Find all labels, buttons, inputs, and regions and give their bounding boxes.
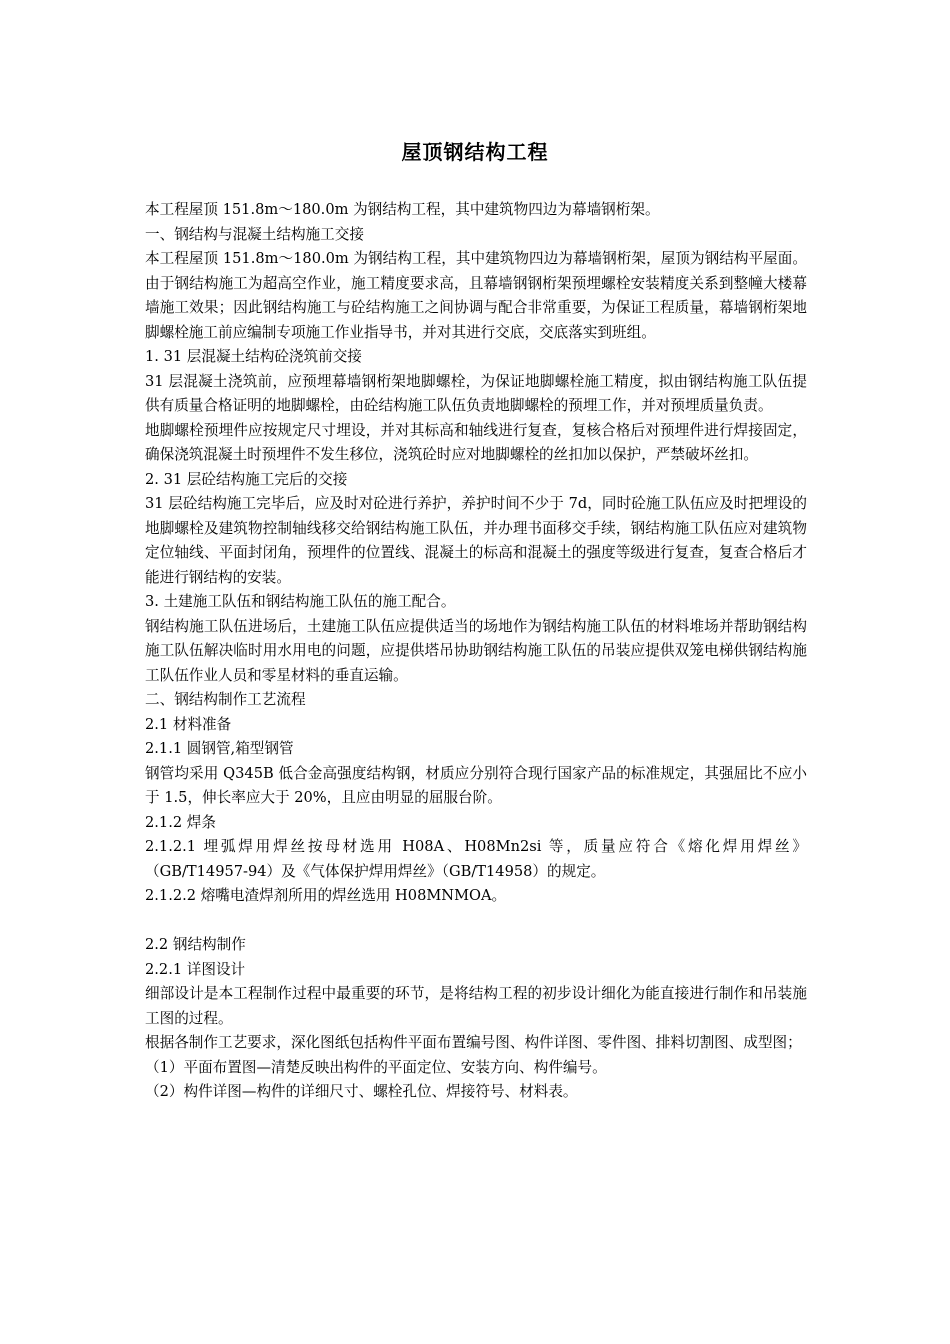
document-title: 屋顶钢结构工程: [401, 140, 549, 164]
section-heading-2: 二、钢结构制作工艺流程: [145, 691, 306, 708]
subsection-heading: 2.2 钢结构制作: [145, 936, 246, 953]
paragraph: 本工程屋顶 151.8m～180.0m 为钢结构工程，其中建筑物四边为幕墙钢桁架，屋顶为钢结构平屋面。由于钢结构施工为超高空作业，施工精度要求高，且幕墙钢钢桁架预埋螺栓安装精度关系到整幢大楼幕墙施工效果；因此钢结构施工与砼结构施工之间协调与配合非常重要，为保证工程质量，幕墙钢桁架地脚螺栓施工前应编制专项施工作业指导书，并对其进行交底，交底落实到班组。: [145, 250, 807, 341]
subsection-heading: 2. 31 层砼结构施工完后的交接: [145, 470, 348, 488]
subsection-heading: 3. 土建施工队伍和钢结构施工队伍的施工配合。: [145, 593, 456, 610]
paragraph: 钢管均采用 Q345B 低合金高强度结构钢，材质应分别符合现行国家产品的标准规定，其强屈比不应小于 1.5，伸长率应大于 20%，且应由明显的屈服台阶。: [145, 764, 807, 806]
paragraph: 31 层砼结构施工完毕后，应及时对砼进行养护，养护时间不少于 7d，同时砼施工队伍应及时把埋设的地脚螺栓及建筑物控制轴线移交给钢结构施工队伍，并办理书面移交手续，钢结构施工队伍应对建筑物定位轴线、平面封闭角，预埋件的位置线、混凝土的标高和混凝土的强度等级进行复查，复查合格后才能进行钢结构的安装。: [145, 495, 807, 586]
paragraph: 地脚螺栓预埋件应按规定尺寸埋设，并对其标高和轴线进行复查，复核合格后对预埋件进行焊接固定，确保浇筑混凝土时预埋件不发生移位，浇筑砼时应对地脚螺栓的丝扣加以保护，严禁破坏丝扣。: [145, 421, 807, 463]
paragraph-intro: 本工程屋顶 151.8m～180.0m 为钢结构工程，其中建筑物四边为幕墙钢桁架。: [145, 201, 660, 218]
document-body: [145, 198, 807, 1105]
list-item: （1）平面布置图—清楚反映出构件的平面定位、安装方向、构件编号。: [145, 1058, 607, 1076]
subsection-heading: 2.2.1 详图设计: [145, 960, 246, 978]
paragraph: 细部设计是本工程制作过程中最重要的环节，是将结构工程的初步设计细化为能直接进行制作和吊装施工图的过程。: [145, 985, 807, 1027]
paragraph: 2.1.2.2 熔嘴电渣焊剂所用的焊丝选用 H08MNMOA。: [145, 887, 507, 904]
paragraph: 根据各制作工艺要求，深化图纸包括构件平面布置编号图、构件详图、零件图、排料切割图、成型图；: [145, 1034, 802, 1051]
subsection-heading: 1. 31 层混凝土结构砼浇筑前交接: [145, 348, 362, 365]
paragraph: 2.1.2.1 埋弧焊用焊丝按母材选用 H08A、H08Mn2si 等，质量应符合《熔化焊用焊丝》（GB/T14957-94）及《气体保护焊用焊丝》（GB/T14958）的规定。: [145, 838, 807, 880]
paragraph: 31 层混凝土浇筑前，应预埋幕墙钢桁架地脚螺栓，为保证地脚螺栓施工精度，拟由钢结构施工队伍提供有质量合格证明的地脚螺栓，由砼结构施工队伍负责地脚螺栓的预埋工作，并对预埋质量负责。: [145, 372, 807, 414]
section-heading-1: 一、钢结构与混凝土结构施工交接: [145, 225, 364, 243]
subsection-heading: 2.1.1 圆钢管,箱型钢管: [145, 740, 294, 757]
paragraph: 钢结构施工队伍进场后，土建施工队伍应提供适当的场地作为钢结构施工队伍的材料堆场并帮助钢结构施工队伍解决临时用水用电的问题，应提供塔吊协助钢结构施工队伍的吊装应提供双笼电梯供钢结构施工队伍作业人员和零星材料的垂直运输。: [145, 617, 807, 684]
subsection-heading: 2.1.2 焊条: [145, 813, 216, 831]
blank-line: [145, 909, 807, 934]
subsection-heading: 2.1 材料准备: [145, 715, 232, 733]
list-item: （2）构件详图—构件的详细尺寸、螺栓孔位、焊接符号、材料表。: [145, 1083, 578, 1100]
